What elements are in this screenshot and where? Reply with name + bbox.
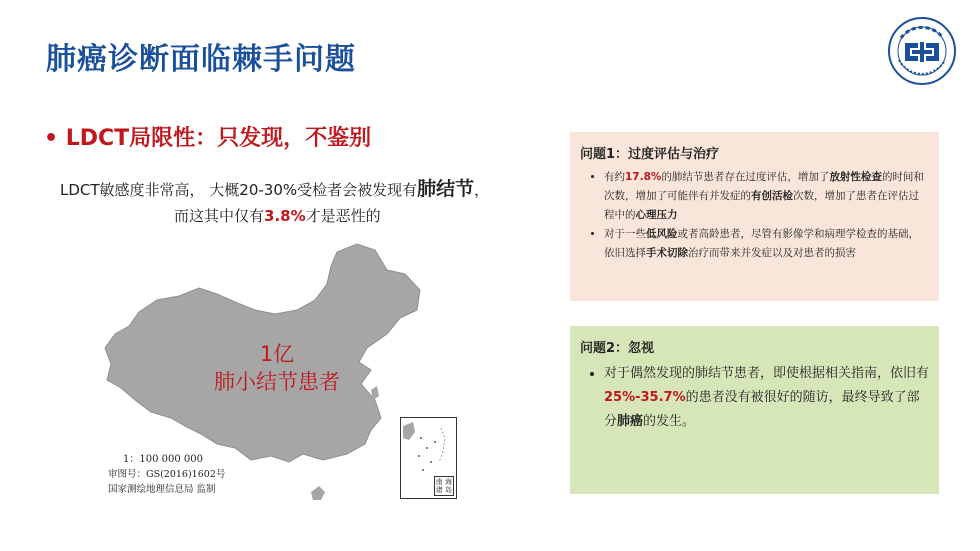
limitation-heading <box>44 121 371 152</box>
problem2-list <box>580 362 929 434</box>
problem1-list <box>580 168 929 263</box>
inset-caption <box>434 476 454 496</box>
nodule-emphasis: 肺结节 <box>417 178 475 200</box>
text-part: 治疗而带来并发症以及对患者的损害 <box>688 247 856 259</box>
map-scale: 1：100 000 000 <box>123 454 203 465</box>
text-part: 的发生。 <box>643 414 696 429</box>
text-part: 对于一些 <box>604 228 646 240</box>
hospital-logo <box>887 16 957 86</box>
map-callout <box>182 340 372 396</box>
bold-term: 手术切除 <box>646 247 688 259</box>
sentence-part: ， <box>474 181 490 199</box>
sensitivity-sentence <box>60 174 489 201</box>
problem2-title: 问题2：忽视 <box>580 341 655 356</box>
sentence-part: 才是恶性的 <box>305 207 381 225</box>
approval-authority: 国家测绘地理信息局 监制 <box>108 484 216 495</box>
bold-term: 放射性检查 <box>829 171 882 183</box>
problem1-title: 问题1：过度评估与治疗 <box>580 147 720 162</box>
heading-text: LDCT局限性：只发现，不鉴别 <box>65 126 372 151</box>
list-item <box>604 362 929 434</box>
text-part: 的肺结节患者存在过度评估，增加了 <box>661 171 830 183</box>
south-china-sea-inset <box>400 417 457 499</box>
no-followup-rate: 25%-35.7% <box>604 390 686 405</box>
problem2-box <box>570 326 939 494</box>
bold-term: 低风险 <box>646 228 678 240</box>
inset-caption-line: 诸 岛 <box>435 486 452 494</box>
malignancy-sentence <box>174 205 381 226</box>
text-part: 的时间和次数，增加了可能伴有并发症的 <box>604 171 924 202</box>
map-approval <box>108 467 225 497</box>
problem1-box <box>570 132 939 301</box>
text-part: 有约 <box>604 171 625 183</box>
inset-caption-line: 南 海 <box>435 478 452 486</box>
malignancy-rate: 3.8% <box>264 207 306 225</box>
text-part: 的患者没有被很好的随访，最终导致了部分 <box>604 390 920 429</box>
overassessment-rate: 17.8% <box>625 171 662 183</box>
text-part: 或者高龄患者，尽管有影像学和病理学检查的基础，依旧选择 <box>604 228 919 259</box>
sentence-part: 而这其中仅有 <box>174 207 265 225</box>
bold-term: 肺癌 <box>617 414 644 429</box>
bullet-glyph: • <box>44 126 59 151</box>
slide-title: 肺癌诊断面临棘手问题 <box>46 42 356 77</box>
text-part: 次数，增加了患者在评估过程中的 <box>604 190 919 221</box>
bold-term: 有创活检 <box>751 190 793 202</box>
sentence-part: LDCT敏感度非常高， 大概20-30%受检者会被发现有 <box>60 181 418 199</box>
patient-label: 肺小结节患者 <box>214 370 340 394</box>
patient-count: 1亿 <box>259 342 295 366</box>
bold-term: 心理压力 <box>635 209 678 221</box>
list-item <box>604 225 929 263</box>
approval-number: 审图号：GS(2016)1602号 <box>108 469 226 480</box>
list-item <box>604 168 929 225</box>
text-part: 对于偶然发现的肺结节患者，即使根据相关指南，依旧有 <box>604 366 930 381</box>
